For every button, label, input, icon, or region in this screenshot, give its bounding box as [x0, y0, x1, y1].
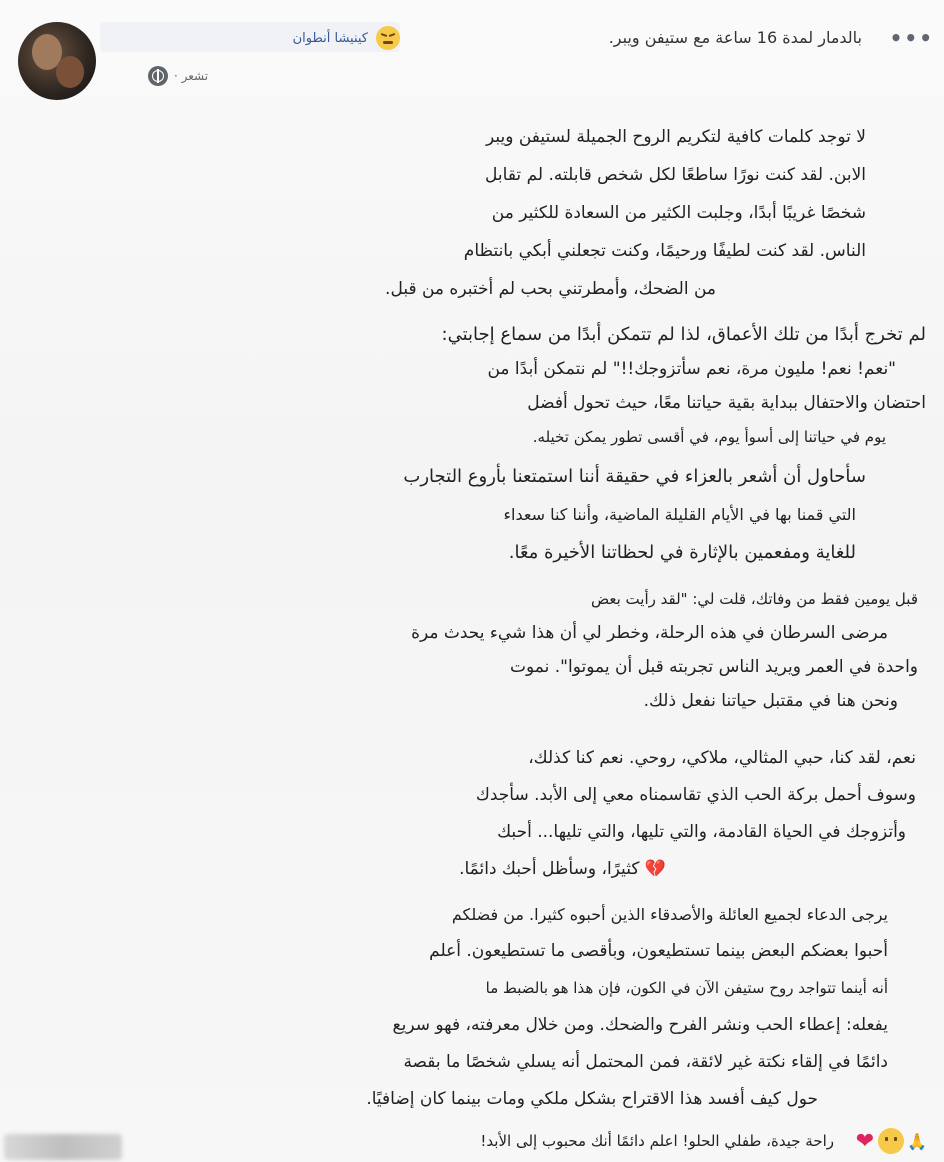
- paragraph-line: من الضحك، وأمطرتني بحب لم أختبره من قبل.: [385, 279, 716, 299]
- paragraph-line: "نعم! نعم! مليون مرة، نعم سأتزوجك!!" لم نتمكن أبدًا من: [487, 359, 896, 379]
- paragraph-line: لا توجد كلمات كافية لتكريم الروح الجميلة لستيفن ويبر: [485, 127, 866, 147]
- more-options-icon[interactable]: •••: [889, 26, 934, 50]
- paragraph-line: الابن. لقد كنت نورًا ساطعًا لكل شخص قابلته. لم تقابل: [485, 165, 866, 185]
- paragraph-line: أحبوا بعضكم البعض بينما تستطيعون، وبأقصى ما تستطيعون. أعلم: [429, 941, 888, 961]
- paragraph-line: شخصًا غريبًا أبدًا، وجلبت الكثير من السعادة للكثير من: [491, 203, 866, 223]
- paragraph-5: [459, 740, 916, 888]
- paragraph-line: نعم، لقد كنا، حبي المثالي، ملاكي، روحي. نعم كنا كذلك،: [528, 748, 916, 768]
- paragraph-line: التي قمنا بها في الأيام القليلة الماضية، وأننا كنا سعداء: [503, 505, 856, 524]
- paragraph-6: [366, 896, 888, 1118]
- paragraph-line: حول كيف أفسد هذا الاقتراح بشكل ملكي ومات بينما كان إضافيًا.: [366, 1089, 818, 1109]
- feeling-text: بالدمار لمدة 16 ساعة مع ستيفن ويبر.: [608, 28, 862, 47]
- author-box: [100, 22, 400, 52]
- paragraph-line-text: كثيرًا، وسأظل أحبك دائمًا.: [459, 859, 640, 879]
- paragraph-3: [403, 458, 866, 572]
- paragraph-line: سأحاول أن أشعر بالعزاء في حقيقة أننا استمتعنا بأروع التجارب: [403, 466, 866, 487]
- paragraph-line: [459, 851, 666, 888]
- paragraph-line: يفعله: إعطاء الحب ونشر الفرح والضحك. ومن خلال معرفته، فهو سريع: [392, 1015, 888, 1035]
- paragraph-line: الناس. لقد كنت لطيفًا ورحيمًا، وكنت تجعلني أبكي بانتظام: [463, 241, 866, 261]
- avatar-person-2: [56, 56, 84, 88]
- paragraph-line: وأتزوجك في الحياة القادمة، والتي تليها، والتي تليها... أحبك: [497, 822, 906, 842]
- paragraph-line: يوم في حياتنا إلى أسوأ يوم، في أقسى تطور يمكن تخيله.: [532, 428, 886, 446]
- paragraph-line: أنه أينما تتواجد روح ستيفن الآن في الكون، فإن هذا هو بالضبط ما: [485, 979, 888, 997]
- paragraph-line: للغاية ومفعمين بالإثارة في لحظاتنا الأخيرة معًا.: [508, 542, 856, 563]
- reactions[interactable]: [852, 1128, 930, 1154]
- meta-text: · تشعر: [174, 69, 209, 83]
- globe-icon[interactable]: [148, 66, 168, 86]
- confounded-face-icon: [376, 26, 400, 50]
- avatar[interactable]: [18, 22, 96, 100]
- paragraph-line: واحدة في العمر ويريد الناس تجربته قبل أن يموتوا". نموت: [510, 657, 918, 677]
- paragraph-line: وسوف أحمل بركة الحب الذي تقاسمناه معي إلى الأبد. سأجدك: [475, 785, 916, 805]
- paragraph-1: [385, 118, 866, 308]
- post-meta: [148, 66, 208, 86]
- praying-hands-icon: 🙏: [907, 1131, 927, 1151]
- author[interactable]: [293, 26, 400, 50]
- heart-icon: ❤: [855, 1128, 875, 1154]
- paragraph-line: دائمًا في إلقاء نكتة غير لائقة، فمن المحتمل أنه يسلي شخصًا ما بقصة: [403, 1052, 888, 1072]
- paragraph-line: قبل يومين فقط من وفاتك، قلت لي: "لقد رأيت بعض: [591, 590, 918, 608]
- broken-heart-icon: 💔: [644, 859, 666, 879]
- paragraph-line: يرجى الدعاء لجميع العائلة والأصدقاء الذين أحبوه كثيرا. من فضلكم: [451, 905, 888, 924]
- paragraph-2: [442, 318, 926, 454]
- sad-face-icon: [878, 1128, 904, 1154]
- paragraph-line: احتضان والاحتفال ببداية بقية حياتنا معًا، حيث تحول أفضل: [527, 393, 926, 413]
- author-name[interactable]: كينيشا أنطوان: [292, 30, 368, 46]
- closing-line: راحة جيدة، طفلي الحلو! اعلم دائمًا أنك محبوب إلى الأبد!: [480, 1132, 834, 1150]
- paragraph-line: مرضى السرطان في هذه الرحلة، وخطر لي أن هذا شيء يحدث مرة: [411, 623, 888, 643]
- post-header: [0, 0, 944, 105]
- paragraph-4: [411, 582, 918, 718]
- paragraph-line: ونحن هنا في مقتبل حياتنا نفعل ذلك.: [643, 691, 898, 711]
- paragraph-line: لم تخرج أبدًا من تلك الأعماق، لذا لم تتمكن أبدًا من سماع إجابتي:: [441, 324, 926, 345]
- blurred-region: [4, 1134, 122, 1160]
